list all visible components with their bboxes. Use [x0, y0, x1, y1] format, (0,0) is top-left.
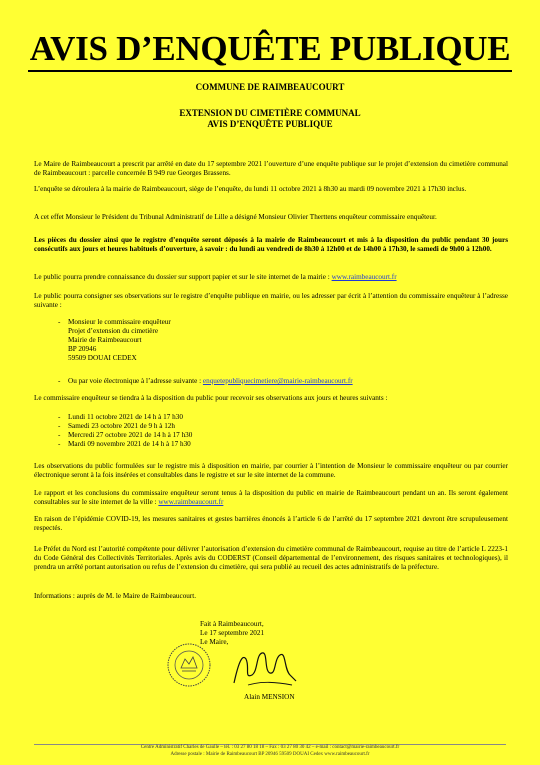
- paragraph-rapport: [34, 489, 508, 507]
- permanence-bullet-4: -: [58, 440, 61, 448]
- paragraph-prefet: Le Préfet du Nord est l’autorité compétente pour délivrer l’autorisation d’extension du cimetière communal de Raimbeaucourt, requise au titre de l’article L 2223-1 du Code Général des Collectivités Territoriales. Après avis du CODERST (Conseil départemental de l’environnement, des risques sanitaires et technologiques), il prendra un arrêté portant autorisation ou refus de l’extension du cimetière, qui sera publié au recueil des actes administratifs de la préfecture.: [34, 545, 508, 572]
- paragraph-registre: Les observations du public formulées sur le registre mis à disposition en mairie, par courrier à l’intention de Monsieur le commissaire enquêteur ou par courrier électronique seront à la fois insérées et consultables dans le registre et sur le site internet de la commune.: [34, 462, 508, 480]
- footer-contact: Centre Administratif Charles de Gaulle – tél. : 03 27 80 18 18 – Fax : 03 27 80 30 42 – e-mail : contact@mairie-raimbeaucourt.fr: [140, 745, 400, 750]
- address-line-3: Mairie de Raimbeaucourt: [68, 336, 142, 344]
- address-line-1: Monsieur le commissaire enquêteur: [68, 318, 171, 326]
- signature-date: Le 17 septembre 2021: [200, 629, 265, 637]
- signature-role: Le Maire,: [200, 638, 229, 646]
- commune-heading: COMMUNE DE RAIMBEAUCOURT: [195, 82, 345, 92]
- subject-heading-1: EXTENSION DU CIMETIÈRE COMMUNAL: [179, 108, 361, 118]
- footer-address: Adresse postale : Mairie de Raimbeaucourt BP 20946 59509 DOUAI Cedex www.raimbeaucourt.fr: [170, 752, 370, 757]
- permanence-bullet-2: -: [58, 422, 61, 430]
- website-link-2[interactable]: www.raimbeaucourt.fr: [158, 498, 224, 507]
- mairie-seal-stamp: [166, 642, 212, 688]
- paragraph-dossier: Les pièces du dossier ainsi que le registre d’enquête seront déposés à la mairie de Raimbeaucourt et mis à la disposition du public pendant 30 jours consécutifs aux jours et heures habituels d’ouverture, à savoir : du lundi au vendredi de 8h30 à 12h00 et de 14h00 à 17h30, le samedi de 9h00 à 12h00.: [34, 236, 508, 254]
- paragraph-dates: L’enquête se déroulera à la mairie de Raimbeaucourt, siège de l’enquête, du lundi 11 octobre 2021 à 8h30 au mardi 09 novembre 2021 à 17h30 inclus.: [34, 185, 467, 193]
- permanence-bullet-3: -: [58, 431, 61, 439]
- address-line-5: 59509 DOUAI CEDEX: [68, 354, 137, 362]
- email-link[interactable]: enquetepubliquecimetiere@mairie-raimbeaucourt.fr: [202, 377, 353, 385]
- paragraph-consultation: [34, 273, 508, 282]
- rapport-text: Le rapport et les conclusions du commissaire enquêteur seront tenus à la disposition du public en mairie de Raimbeaucourt pendant un an. Ils seront également consultables sur le site internet de la ville :: [34, 489, 508, 507]
- permanence-item: Samedi 23 octobre 2021 de 9 h à 12h: [68, 422, 175, 430]
- website-link[interactable]: www.raimbeaucourt.fr: [331, 273, 397, 281]
- signature-name: Alain MENSION: [244, 693, 295, 701]
- permanence-item: Mercredi 27 octobre 2021 de 14 h à 17 h30: [68, 431, 193, 439]
- paragraph-observations: Le public pourra consigner ses observations sur le registre d’enquête publique en mairie, ou les adresser par écrit à l’attention du commissaire enquêteur à l’adresse suivante :: [34, 292, 508, 310]
- title-underline: [28, 70, 512, 72]
- signature-place: Fait à Raimbeaucourt,: [200, 620, 264, 628]
- address-bullet: -: [58, 318, 61, 326]
- paragraph-commissaire: A cet effet Monsieur le Président du Tribunal Administratif de Lille a désigné Monsieur Olivier Therttens enquêteur commissaire enquêteur.: [34, 213, 437, 221]
- paragraph-arrete: Le Maire de Raimbeaucourt a prescrit par arrêté en date du 17 septembre 2021 l’ouverture d’une enquête publique sur le projet d’extension du cimetière communal de Raimbeaucourt : parcelle concernée B 949 rue Georges Brassens.: [34, 160, 508, 178]
- mayor-signature: [228, 645, 300, 689]
- consultation-text: Le public pourra prendre connaissance du dossier sur support papier et sur le site internet de la mairie :: [34, 273, 332, 281]
- paragraph-permanences: Le commissaire enquêteur se tiendra à la disposition du public pour recevoir ses observations aux jours et heures suivants :: [34, 394, 388, 402]
- paragraph-informations: Informations : auprès de M. le Maire de Raimbeaucourt.: [34, 592, 197, 600]
- notice-title: AVIS D’ENQUÊTE PUBLIQUE: [29, 29, 511, 68]
- permanence-bullet-1: -: [58, 413, 61, 421]
- subject-heading-2: AVIS D’ENQUÊTE PUBLIQUE: [207, 119, 333, 129]
- permanence-item: Mardi 09 novembre 2021 de 14 h à 17 h30: [68, 440, 191, 448]
- email-line: [68, 377, 353, 386]
- permanence-item: Lundi 11 octobre 2021 de 14 h à 17 h30: [68, 413, 183, 421]
- email-text: Ou par voie électronique à l’adresse suivante :: [68, 377, 203, 385]
- address-line-2: Projet d’extension du cimetière: [68, 327, 159, 335]
- email-bullet: -: [58, 377, 61, 385]
- paragraph-covid: En raison de l’épidémie COVID-19, les mesures sanitaires et gestes barrières énoncés à l’article 6 de l’arrêté du 17 septembre 2021 devront être scrupuleusement respectés.: [34, 515, 508, 533]
- address-line-4: BP 20946: [68, 345, 97, 353]
